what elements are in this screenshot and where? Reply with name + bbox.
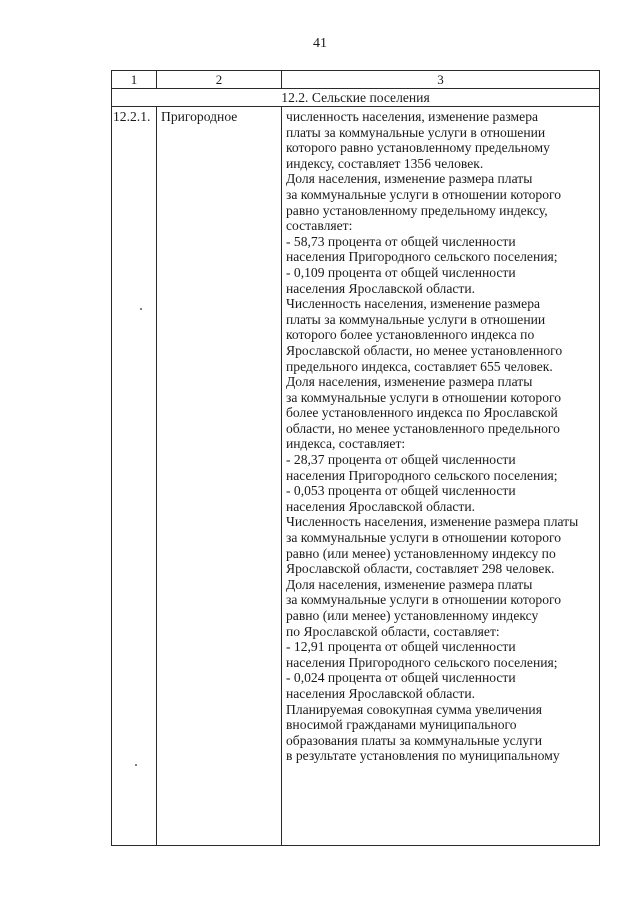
- description-line: равно (или менее) установленному индексу по: [286, 545, 556, 561]
- description-line: населения Ярославской области.: [286, 685, 476, 701]
- column-header-1: 1: [112, 71, 157, 89]
- page-number: 41: [313, 36, 327, 51]
- description-line: - 0,024 процента от общей численности: [286, 670, 516, 686]
- description-line: Доля населения, изменение размера платы: [286, 374, 533, 390]
- description-line: предельного индекса, составляет 655 человек.: [286, 358, 553, 374]
- description-line: за коммунальные услуги в отношении которого: [286, 530, 562, 546]
- description-line: - 28,37 процента от общей численности: [286, 452, 516, 468]
- description-line: Доля населения, изменение размера платы: [286, 171, 533, 187]
- description-line: вносимой гражданами муниципального: [286, 717, 517, 733]
- table-row: [112, 107, 600, 846]
- description-line: равно (или менее) установленному индексу: [286, 608, 539, 623]
- description-line: Численность населения, изменение размера: [286, 296, 541, 312]
- description-line: индекса, составляет:: [286, 436, 406, 452]
- description-line: - 0,053 процента от общей численности: [286, 483, 516, 499]
- scan-speck: [135, 764, 137, 766]
- description-line: которого более установленного индекса по: [286, 327, 535, 343]
- description-line: населения Ярославской области.: [286, 280, 476, 296]
- section-title: 12.2. Сельские поселения: [112, 89, 600, 107]
- description-line: - 12,91 процента от общей численности: [286, 639, 516, 655]
- column-header-3: 3: [282, 71, 600, 89]
- description-line: по Ярославской области, составляет:: [286, 623, 500, 639]
- description-line: - 0,109 процента от общей численности: [286, 264, 516, 280]
- description-line: платы за коммунальные услуги в отношении: [286, 124, 546, 140]
- scan-speck: [140, 308, 142, 310]
- description-line: индексу, составляет 1356 человек.: [286, 155, 484, 171]
- row-number: 12.2.1.: [112, 107, 157, 846]
- row-description: [282, 107, 600, 846]
- description-line: Доля населения, изменение размера платы: [286, 576, 533, 592]
- description-line: в результате установления по муниципальному: [286, 748, 560, 764]
- section-row: [112, 89, 600, 107]
- description-line: за коммунальные услуги в отношении которого: [286, 186, 562, 202]
- description-line: численность населения, изменение размера: [286, 109, 539, 124]
- description-line: более установленного индекса по Ярославской: [286, 405, 558, 421]
- description-line: образования платы за коммунальные услуги: [286, 732, 543, 748]
- description-line: населения Пригородного сельского поселения;: [286, 654, 558, 670]
- description-line: - 58,73 процента от общей численности: [286, 233, 516, 249]
- description-line: Численность населения, изменение размера платы: [286, 514, 579, 530]
- description-line: Планируемая совокупная сумма увеличения: [286, 701, 542, 717]
- description-line: составляет:: [286, 218, 353, 234]
- description-line: Ярославской области, но менее установленного: [286, 342, 563, 358]
- description-line: населения Пригородного сельского поселения;: [286, 467, 558, 483]
- description-line: населения Ярославской области.: [286, 498, 476, 514]
- description-line: за коммунальные услуги в отношении которого: [286, 389, 562, 405]
- table-header-row: [112, 71, 600, 89]
- description-line: которого равно установленному предельному: [286, 140, 550, 156]
- description-line: за коммунальные услуги в отношении которого: [286, 592, 562, 608]
- settlement-name: Пригородное: [157, 107, 282, 846]
- column-header-2: 2: [157, 71, 282, 89]
- description-line: области, но менее установленного предельного: [286, 420, 560, 436]
- description-line: населения Пригородного сельского поселения;: [286, 249, 558, 265]
- description-line: Ярославской области, составляет 298 человек.: [286, 561, 555, 577]
- description-line: равно установленному предельному индексу,: [286, 202, 548, 218]
- document-table: [111, 70, 600, 846]
- description-line: платы за коммунальные услуги в отношении: [286, 311, 546, 327]
